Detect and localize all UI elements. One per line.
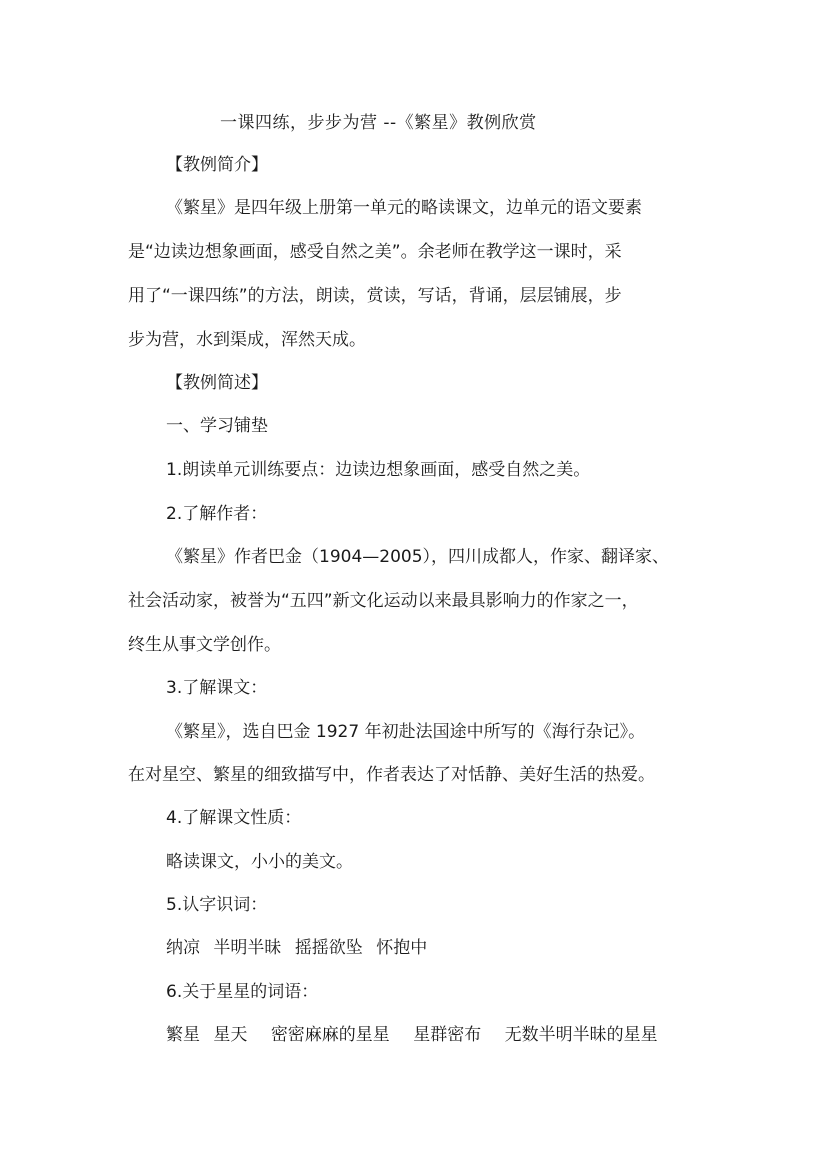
vocabulary-line (166, 936, 427, 960)
vocab-word: 摇摇欲坠 (294, 938, 363, 958)
author-paragraph-line: 终生从事文学创作。 (128, 635, 281, 655)
star-word: 繁星 (166, 1025, 200, 1045)
intro-paragraph-line: 是“边读边想象画面，感受自然之美”。余老师在教学这一课时，采 (128, 242, 622, 262)
star-word: 密密麻麻的星星 (270, 1025, 390, 1045)
list-item: 5.认字识词： (166, 895, 268, 915)
author-paragraph-line: 社会活动家，被誉为“五四”新文化运动以来最具影响力的作家之一， (128, 591, 639, 611)
description-heading: 【教例简述】 (166, 373, 268, 393)
vocab-word: 半明半昧 (213, 938, 282, 958)
intro-heading: 【教例简介】 (166, 155, 268, 175)
document-title: 一课四练，步步为营 --《繁星》教例欣赏 (220, 113, 537, 133)
star-word: 星群密布 (413, 1025, 482, 1045)
list-item: 3.了解课文： (166, 678, 268, 698)
intro-paragraph-line: 用了“一课四练”的方法，朗读，赏读，写话，背诵，层层铺展，步 (128, 286, 622, 306)
intro-paragraph-line: 步为营，水到渠成，浑然天成。 (128, 330, 366, 350)
list-item: 4.了解课文性质： (166, 808, 302, 828)
author-paragraph-line: 《繁星》作者巴金（1904—2005），四川成都人，作家、翻译家、 (166, 547, 670, 567)
nature-text: 略读课文，小小的美文。 (166, 852, 353, 872)
list-item: 1.朗读单元训练要点：边读边想象画面，感受自然之美。 (166, 460, 591, 480)
star-word: 星天 (213, 1025, 248, 1045)
list-item: 6.关于星星的词语： (166, 982, 319, 1002)
star-word: 无数半明半昧的星星 (504, 1025, 658, 1045)
vocab-word: 怀抱中 (376, 938, 428, 958)
star-words-line (166, 1023, 658, 1047)
text-paragraph-line: 在对星空、繁星的细致描写中，作者表达了对恬静、美好生活的热爱。 (128, 765, 655, 785)
text-paragraph-line: 《繁星》，选自巴金 1927 年初赴法国途中所写的《海行杂记》。 (166, 722, 646, 742)
list-item: 2.了解作者： (166, 504, 268, 524)
intro-paragraph-line: 《繁星》是四年级上册第一单元的略读课文，边单元的语文要素 (166, 198, 642, 218)
section-heading: 一、学习铺垫 (166, 416, 268, 436)
vocab-word: 纳凉 (166, 938, 200, 958)
